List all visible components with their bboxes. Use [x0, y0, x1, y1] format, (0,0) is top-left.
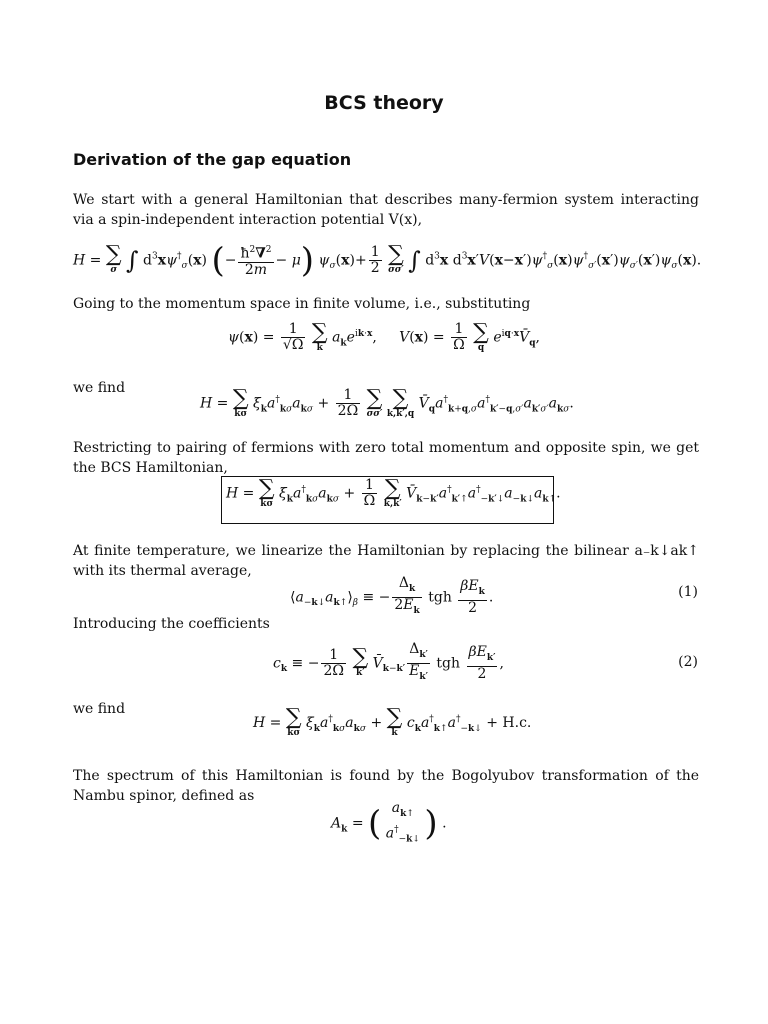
paragraph-we-find-1: we find — [73, 380, 126, 396]
page-title: BCS theory — [324, 92, 444, 114]
equation-coefficients: $c_k$ ≡ − $\frac{1}{2\Omega}$ ∑ k′ $V̄_{k-k'}$ $\frac{\Delta_{k'}}{E_{k'}}$ tgh $\frac{\beta E_{k'}}{2}$ , — [273, 641, 504, 682]
equation-hamiltonian: H = ∑ σ ∫ $d^3x\psi^\dagger_\sigma(x)$ (− $\frac{ħ^2\nabla^2}{2m}$ − μ) $\psi_\sigma(x)+$ $\frac{1}{2}$ ∑ σσ′ ∫ $d^3x$ $d^3x'V(x-x')\psi^\dagger_\sigma(x)\psi^\dagger_{\sigma'}(x')\psi_{\sigma'}(x')\psi_\sigma(x)$. — [73, 240, 702, 281]
equation-momentum-hamiltonian: H = ∑ kσ $\xi_ka^\dagger_{k\sigma}a_{k\sigma}$ + $\frac{1}{2\Omega}$ ∑ σσ′ ∑ k,k′,q $V̄_qa^\dagger_{k+q,\sigma}a^\dagger_{k'-q,\sigma'}a_{k'\sigma'}a_{k\sigma}$. — [200, 385, 574, 419]
equation-number-1: (1) — [678, 584, 698, 600]
paragraph-finite-temperature: At finite temperature, we linearize the Hamiltonian by replacing the bilinear a₋k↓ak↑ with its thermal average, — [73, 543, 699, 579]
equation-mean-field-hamiltonian: H = ∑ kσ $\xi_ka^\dagger_{k\sigma}a_{k\sigma}$ + ∑ k $c_ka^\dagger_{k↑}a^\dagger_{-k↓} + H.c$. — [253, 705, 532, 738]
paragraph-intro: We start with a general Hamiltonian that describes many-fermion system interacting via a spin-independent interaction potential V(x), — [73, 192, 699, 228]
section-heading: Derivation of the gap equation — [73, 150, 352, 169]
equation-nambu-spinor: $A_k$ = ( $a_{k↑}$ $a^\dagger_{-k↓}$ ) . — [331, 800, 447, 845]
equation-number-2: (2) — [678, 654, 698, 670]
equation-thermal-average: $⟨a_{-k↓}a_{k↑}⟩_\beta$ ≡ − $\frac{\Delta_k}{2E_k}$ tgh $\frac{\beta E_k}{2}$ . — [290, 575, 494, 616]
paragraph-we-find-2: we find — [73, 701, 126, 717]
equation-substitution: ψ(x) = $\frac{1}{√\Omega}$ ∑ k $a_ke^{ik\cdot x}$, V(x) = $\frac{1}{\Omega}$ ∑ q $e^{iq\cdot x}V̄_q$, — [228, 319, 540, 353]
paragraph-coefficients: Introducing the coefficients — [73, 616, 270, 632]
paragraph-momentum-space: Going to the momentum space in finite volume, i.e., substituting — [73, 296, 531, 312]
paragraph-bogolyubov: The spectrum of this Hamiltonian is found by the Bogolyubov transformation of the Nambu spinor, defined as — [73, 768, 699, 804]
paragraph-bcs-restriction: Restricting to pairing of fermions with zero total momentum and opposite spin, we get the BCS Hamiltonian, — [73, 440, 699, 476]
equation-bcs-hamiltonian: H = ∑ kσ $\xi_ka^\dagger_{k\sigma}a_{k\sigma}$ + $\frac{1}{\Omega}$ ∑ k,k′ $V̄_{k-k'}a^\dagger_{k'↑}a^\dagger_{-k'↓}a_{-k↓}a_{k↑}$. — [226, 475, 561, 509]
